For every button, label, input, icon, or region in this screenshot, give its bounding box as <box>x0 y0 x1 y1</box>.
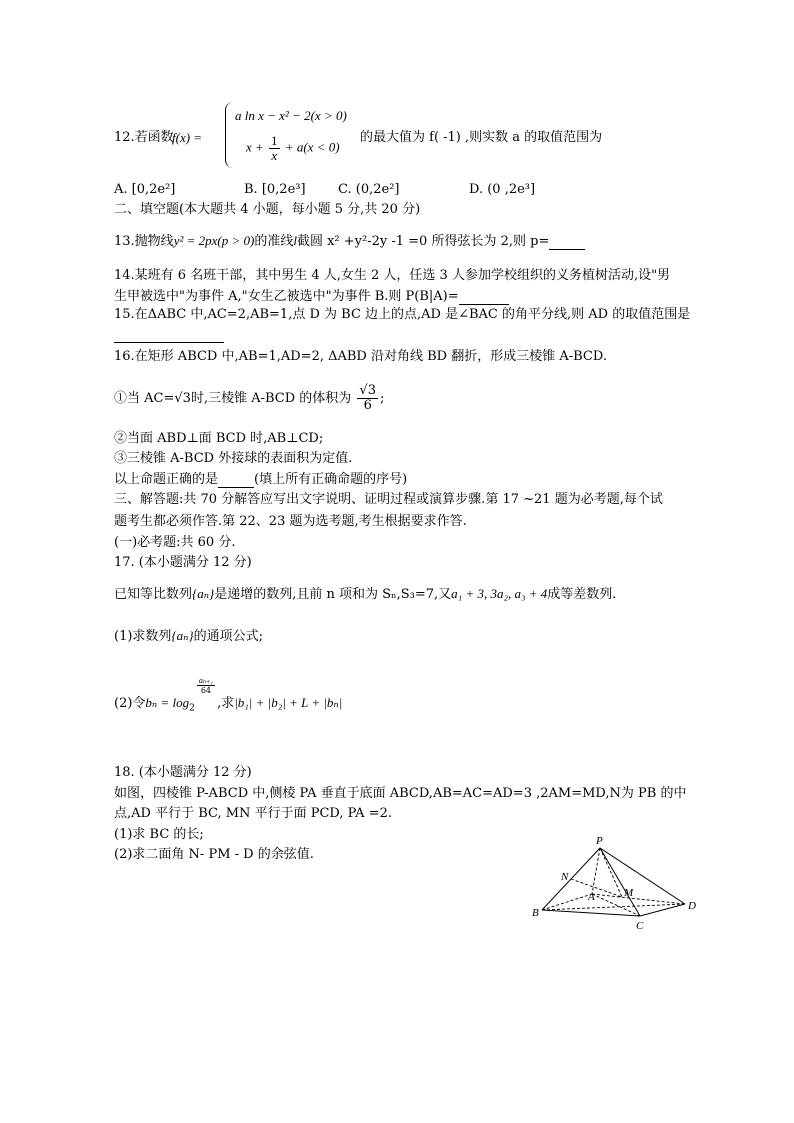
q13-a: 13.抛物线 <box>114 234 174 249</box>
q14-line2: 生甲被选中"为事件 A,"女生乙被选中"为事件 B.则 P(B|A)= <box>114 289 459 304</box>
q16-s3: ③三棱锥 A-BCD 外接球的表面积为定值. <box>114 451 353 466</box>
q16-s1-frac <box>357 384 378 413</box>
q14-line1: 14.某班有 6 名班干部，其中男生 4 人,女生 2 人，任选 3 人参加学校组织的义务植树活动,设"男 <box>114 268 671 283</box>
q15-blank[interactable] <box>114 328 224 343</box>
q16-ask <box>114 471 407 488</box>
q17-exp-den: 64 <box>200 686 212 695</box>
q16-s1-den: 6 <box>363 398 372 413</box>
q18-line1: 如图，四棱锥 P-ABCD 中,侧棱 PA 垂直于底面 ABCD,AB=AC=AD=3 ,2AM=MD,N为 PB 的中 <box>114 786 687 801</box>
q18-p1: (1)求 BC 的长; <box>114 827 204 842</box>
q12-case1: a ln x − x² − 2(x > 0) <box>235 108 347 123</box>
section3-line1: 三、解答题:共 70 分解答应写出文字说明、证明过程或演算步骤.第 17 ~21 题为必考题,每个试 <box>114 492 663 507</box>
label-p: P <box>596 835 603 847</box>
section3-line2: 题考生都必须作答.第 22、23 题为选考题,考生根据要求作答. <box>114 514 467 529</box>
q12-case2-rest: + a(x < 0) <box>284 139 340 155</box>
q12-brace <box>225 102 233 168</box>
label-n: N <box>561 871 569 883</box>
q13-c: 截圆 x² +y²-2y -1 =0 所得弦长为 2,则 p= <box>296 234 550 249</box>
label-m: M <box>624 887 634 899</box>
label-d: D <box>688 900 696 912</box>
q17-stem-b: 是递增的数列,且前 n 项和为 Sₙ,S₃=7,又 <box>214 587 452 602</box>
q16-s1 <box>114 384 384 413</box>
section2-heading: 二、填空题(本大题共 4 小题，每小题 5 分,共 20 分) <box>114 202 421 217</box>
q16-s1b: 时,三棱锥 A-BCD 的体积为 <box>190 391 352 406</box>
q17-p2b: ,求 <box>217 696 235 711</box>
q17-p2a: (2)令 <box>114 696 146 711</box>
q16-s1a: ①当 AC= <box>114 391 175 406</box>
q18-title: 18. (本小题满分 12 分) <box>114 765 252 780</box>
q12-option-c: C. (0,2e²] <box>338 182 400 197</box>
label-c: C <box>636 920 644 932</box>
q16-ask-b: (填上所有正确命题的序号) <box>254 472 408 487</box>
label-a: A <box>588 891 595 903</box>
q17-exp <box>197 676 215 695</box>
q14-line2-wrap <box>114 288 509 305</box>
q12-case2-frac <box>269 134 280 163</box>
q17-p1a: (1)求数列 <box>114 629 172 644</box>
q12-option-b: B. [0,2e³] <box>244 182 306 197</box>
section3-part1: (一)必考题:共 60 分. <box>114 535 236 550</box>
q17-p1b: 的通项公式; <box>193 629 263 644</box>
q16-blank[interactable] <box>218 471 254 488</box>
q13 <box>114 233 585 250</box>
q17-seq-2: {aₙ} <box>171 628 194 643</box>
q16-s1-num: √3 <box>359 383 376 398</box>
q17-title: 17. (本小题满分 12 分) <box>114 555 252 570</box>
q12-prefix: 12.若函数 <box>114 130 174 145</box>
q12-case2 <box>246 134 340 163</box>
q17-part1 <box>114 628 263 645</box>
label-b: B <box>532 907 539 919</box>
q13-l: l <box>293 233 297 248</box>
q16-s2: ②当面 ABD⊥面 BCD 时,AB⊥CD; <box>114 431 324 446</box>
q14-blank[interactable] <box>459 288 509 305</box>
q16-s1-sqrt: √3 <box>174 391 191 406</box>
q17-sum: |b₁| + |b₂| + L + |bₙ| <box>234 695 343 710</box>
q17-part2 <box>114 676 342 717</box>
pyramid-figure <box>530 830 710 935</box>
q17-terms: a₁ + 3, 3a₂, a₃ + 4 <box>451 586 548 601</box>
q17-stem-c: 成等差数列. <box>547 587 617 602</box>
q12-case2-den: x <box>271 148 278 163</box>
q16-intro: 16.在矩形 ABCD 中,AB=1,AD=2, ΔABD 沿对角线 BD 翻折，形成三棱锥 A-BCD. <box>114 349 607 364</box>
q13-b: 的准线 <box>254 234 294 249</box>
q17-exp-num: aₙ₊₁ <box>198 676 214 685</box>
q18-p2: (2)求二面角 N- PM - D 的余弦值. <box>114 847 314 862</box>
q12-option-a: A. [0,2e²] <box>114 182 176 197</box>
q16-s1-end: ; <box>379 391 385 406</box>
q16-ask-a: 以上命题正确的是 <box>114 472 219 487</box>
q15: 15.在ΔABC 中,AC=2,AB=1,点 D 为 BC 边上的点,AD 是∠BAC 的角平分线,则 AD 的取值范围是 <box>114 307 691 322</box>
q12-suffix: 的最大值为 f( -1) ,则实数 a 的取值范围为 <box>360 130 603 145</box>
q12-option-d: D. (0 ,2e³] <box>469 182 536 197</box>
q17-base: 2 <box>189 703 195 714</box>
q12-case2-x: x + <box>246 139 264 155</box>
q17-seq: {aₙ} <box>192 586 215 601</box>
q17-stem <box>114 586 616 603</box>
q13-blank[interactable] <box>549 233 585 250</box>
q18-line2: 点,AD 平行于 BC, MN 平行于面 PCD, PA =2. <box>114 806 392 821</box>
q17-stem-a: 已知等比数列 <box>114 587 193 602</box>
q17-bn: bₙ = log <box>145 695 190 710</box>
q12-fx: f(x) = <box>172 130 203 145</box>
q12-case2-num: 1 <box>271 133 278 148</box>
q13-eq: y² = 2px(p > 0) <box>173 233 255 248</box>
